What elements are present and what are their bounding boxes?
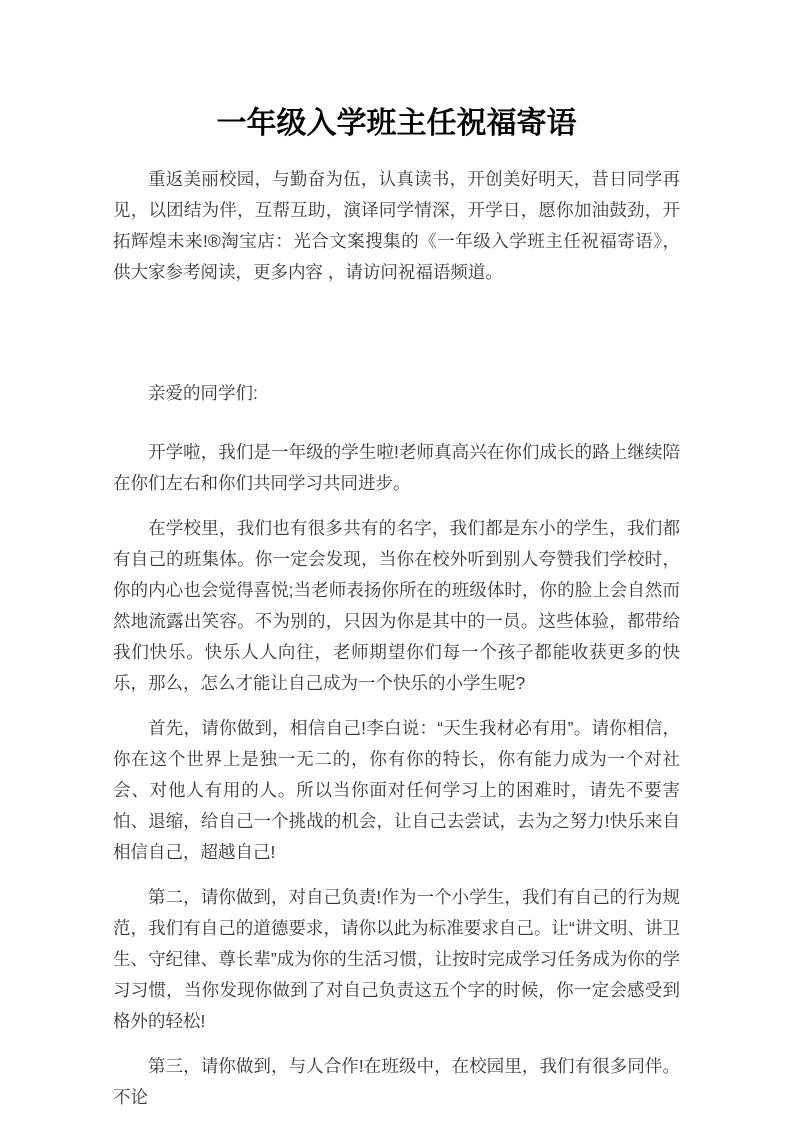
salutation-line: 亲爱的同学们: — [148, 383, 258, 403]
body-paragraph-5: 第三，请你做到，与人合作!在班级中，在校园里，我们有很多同伴。不论 — [113, 1056, 680, 1107]
intro-paragraph: 重返美丽校园，与勤奋为伍，认真读书，开创美好明天，昔日同学再见，以团结为伴，互帮互助，演译同学情深，开学日，愿你加油鼓劲，开拓辉煌未来!®淘宝店：光合文案搜集的《一年级入学班主任祝福寄语》，供大家参考阅读，更多内容 ，请访问祝福语频道。 — [113, 169, 680, 282]
body-paragraph-3: 首先，请你做到，相信自己!李白说：“天生我材必有用”。请你相信，你在这个世界上是独一无二的，你有你的特长，你有能力成为一个对社会、对他人有用的人。所以当你面对任何学习上的困难时，请先不要害怕、退缩，给自己一个挑战的机会，让自己去尝试，去为之努力!快乐来自相信自己，超越自己! — [113, 718, 680, 862]
blank-space — [113, 288, 680, 378]
body-paragraph-2: 在学校里，我们也有很多共有的名字，我们都是东小的学生，我们都有自己的班集体。你一定会发现，当你在校外听到别人夸赞我们学校时，你的内心也会觉得喜悦;当老师表扬你所在的班级体时，你的脸上会自然而然地流露出笑容。不为别的，只因为你是其中的一员。这些体验，都带给我们快乐。快乐人人向往，老师期望你们每一个孩子都能收获更多的快乐，那么，怎么才能让自己成为一个快乐的小学生呢? — [113, 518, 680, 693]
body-paragraph-4: 第二，请你做到，对自己负责!作为一个小学生，我们有自己的行为规范，我们有自己的道德要求，请你以此为标准要求自己。让“讲文明、讲卫生、守纪律、尊长辈”成为你的生活习惯，让按时完成学习任务成为你的学习习惯，当你发现你做到了对自己负责这五个字的时候，你一定会感受到格外的轻松! — [113, 887, 680, 1031]
document-title: 一年级入学班主任祝福寄语 — [216, 107, 577, 140]
body-paragraph-1: 开学啦，我们是一年级的学生啦!老师真高兴在你们成长的路上继续陪在你们左右和你们共同学习共同进步。 — [113, 442, 680, 493]
